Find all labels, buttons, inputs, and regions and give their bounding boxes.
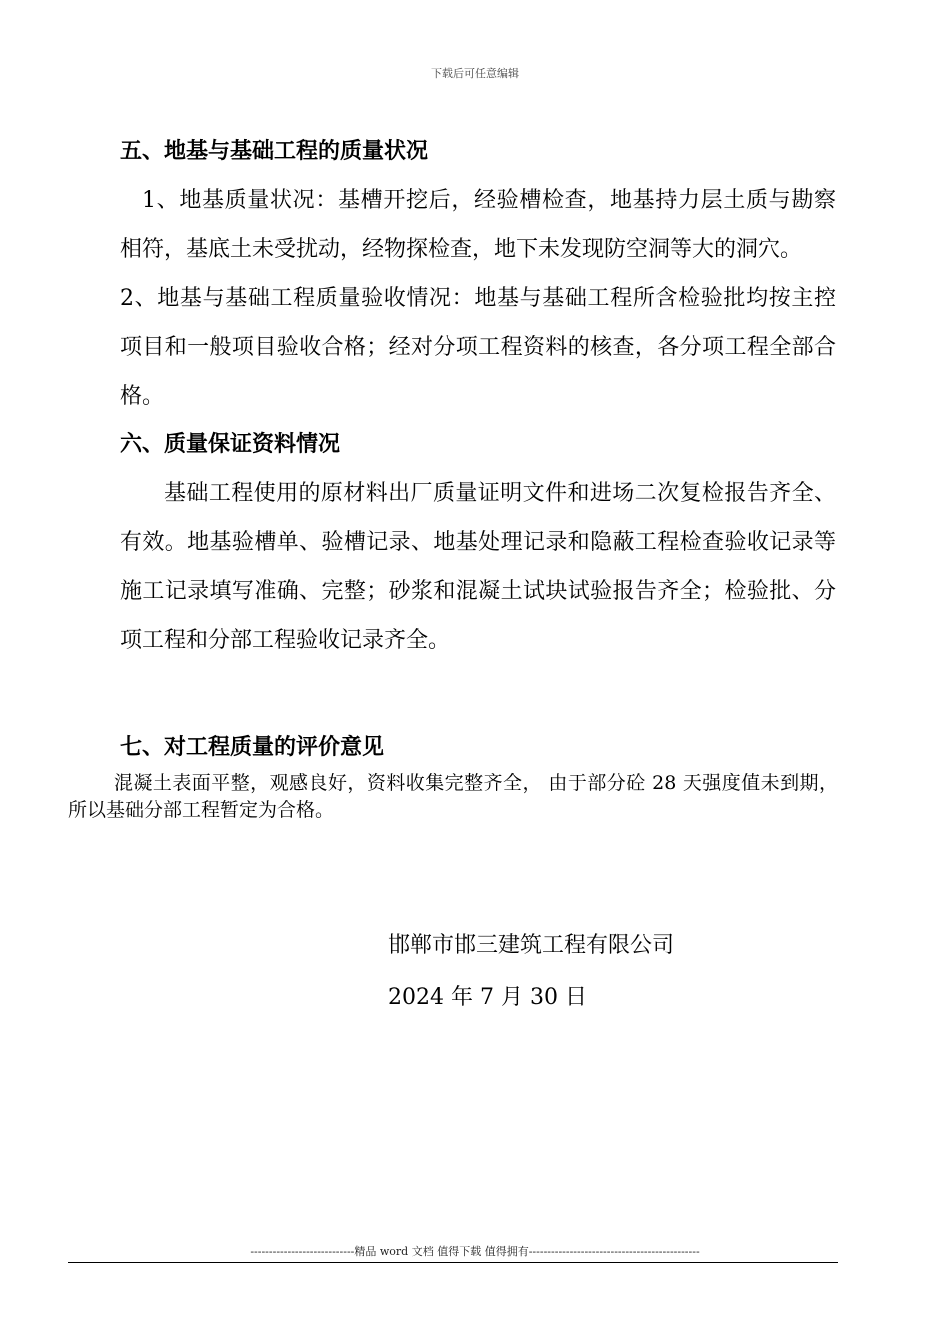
section5-heading: 五、地基与基础工程的质量状况 (120, 139, 429, 164)
section7-heading: 七、对工程质量的评价意见 (120, 735, 385, 760)
header-note: 下载后可任意编辑 (431, 67, 519, 80)
footer-note: ----------------------------精品 word 文档 值得下载 值得拥有---------------------------------------------- (250, 1245, 700, 1258)
signature-date: 2024 年 7 月 30 日 (388, 985, 587, 1010)
section7-body: 混凝土表面平整，观感良好，资料收集完整齐全， 由于部分砼 28 天强度值未到期，所以基础分部工程暂定为合格。 (68, 772, 838, 821)
footer-divider (68, 1262, 838, 1263)
section5-item1: 1、地基质量状况：基槽开挖后，经验槽检查，地基持力层土质与勘察相符，基底土未受扰动，经物探检查，地下未发现防空洞等大的洞穴。 (120, 188, 836, 262)
section5-item2: 2、地基与基础工程质量验收情况：地基与基础工程所含检验批均按主控项目和一般项目验收合格；经对分项工程资料的核查，各分项工程全部合格。 (120, 286, 836, 409)
signature-block (388, 920, 674, 1024)
section6-body: 基础工程使用的原材料出厂质量证明文件和进场二次复检报告齐全、有效。地基验槽单、验槽记录、地基处理记录和隐蔽工程检查验收记录等施工记录填写准确、完整；砂浆和混凝土试块试验报告齐全；检验批、分项工程和分部工程验收记录齐全。 (120, 481, 836, 653)
section6-heading: 六、质量保证资料情况 (120, 432, 341, 457)
main-content (120, 128, 836, 665)
company-name: 邯郸市邯三建筑工程有限公司 (388, 933, 675, 958)
